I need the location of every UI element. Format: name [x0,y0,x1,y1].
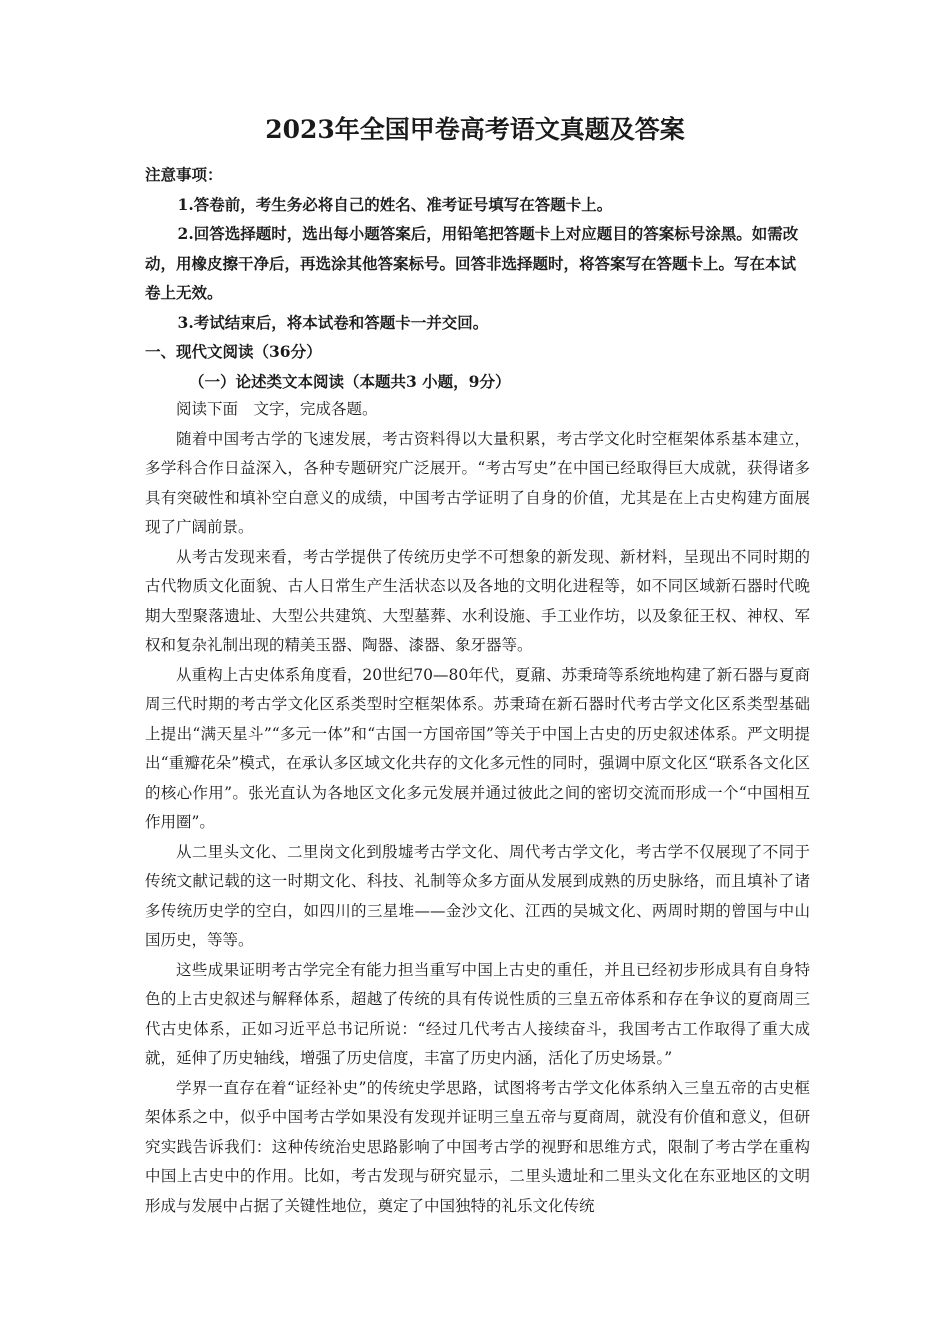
passage-paragraph-4: 从二里头文化、二里岗文化到殷墟考古学文化、周代考古学文化，考古学不仅展现了不同于传统文献记载的这一时期文化、科技、礼制等众多方面从发展到成熟的历史脉络，而且填补了诸多传统历史学的空白，如四川的三星堆——金沙文化、江西的吴城文化、两周时期的曾国与中山国历史，等等。 [145,842,810,949]
section-heading: 一、现代文阅读（36分） [145,342,322,361]
subsection-heading: （一）论述类文本阅读（本题共3 小题，9分） [189,371,511,391]
notice-block [145,160,810,396]
notice-item-2: 2.回答选择题时，选出每小题答案后，用铅笔把答题卡上对应题目的答案标号涂黑。如需改动，用橡皮擦干净后，再选涂其他答案标号。回答非选择题时，将答案写在答题卡上。写在本试卷上无效。 [145,224,799,302]
notice-heading: 注意事项： [145,165,223,184]
notice-item-3: 3.考试结束后，将本试卷和答题卡一并交回。 [177,312,489,332]
passage-paragraph-6: 学界一直存在着“证经补史”的传统史学思路，试图将考古学文化体系纳入三皇五帝的古史框架体系之中，似乎中国考古学如果没有发现并证明三皇五帝与夏商周，就没有价值和意义，但研究实践告诉我们：这种传统治史思路影响了中国考古学的视野和思维方式，限制了考古学在重构中国上古史中的作用。比如，考古发现与研究显示，二里头遗址和二里头文化在东亚地区的文明形成与发展中占据了关键性地位，奠定了中国独特的礼乐文化传统 [145,1078,810,1215]
instruction-paragraph: 阅读下面 文字，完成各题。 [176,400,378,418]
passage-paragraph-3: 从重构上古史体系角度看，20世纪70—80年代，夏鼐、苏秉琦等系统地构建了新石器与夏商周三代时期的考古学文化区系类型时空框架体系。苏秉琦在新石器时代考古学文化区系类型基础上提出“满天星斗”“多元一体”和“古国一方国帝国”等关于中国上古史的历史叙述体系。严文明提出“重瓣花朵”模式，在承认多区域文化共存的文化多元性的同时，强调中原文化区“联系各文化区的核心作用”。张光直认为各地区文化多元发展并通过彼此之间的密切交流而形成一个“中国相互作用圈”。 [145,665,810,831]
page-title: 2023年全国甲卷高考语文真题及答案 [265,115,685,144]
passage-paragraph-2: 从考古发现来看，考古学提供了传统历史学不可想象的新发现、新材料，呈现出不同时期的古代物质文化面貌、古人日常生产生活状态以及各地的文明化进程等，如不同区域新石器时代晚期大型聚落遗址、大型公共建筑、大型墓葬、水利设施、手工业作坊，以及象征王权、神权、军权和复杂礼制出现的精美玉器、陶器、漆器、象牙器等。 [145,547,810,654]
passage-paragraph-1: 随着中国考古学的飞速发展，考古资料得以大量积累，考古学文化时空框架体系基本建立，多学科合作日益深入，各种专题研究广泛展开。“考古写史”在中国已经取得巨大成就，获得诸多具有突破性和填补空白意义的成绩，中国考古学证明了自身的价值，尤其是在上古史构建方面展现了广阔前景。 [145,429,810,536]
reading-passage [145,395,810,1221]
notice-item-1: 1.答卷前，考生务必将自己的姓名、准考证号填写在答题卡上。 [177,194,613,214]
passage-paragraph-5: 这些成果证明考古学完全有能力担当重写中国上古史的重任，并且已经初步形成具有自身特色的上古史叙述与解释体系，超越了传统的具有传说性质的三皇五帝体系和存在争议的夏商周三代古史体系，正如习近平总书记所说：“经过几代考古人接续奋斗，我国考古工作取得了重大成就，延伸了历史轴线，增强了历史信度，丰富了历史内涵，活化了历史场景。” [145,960,810,1067]
